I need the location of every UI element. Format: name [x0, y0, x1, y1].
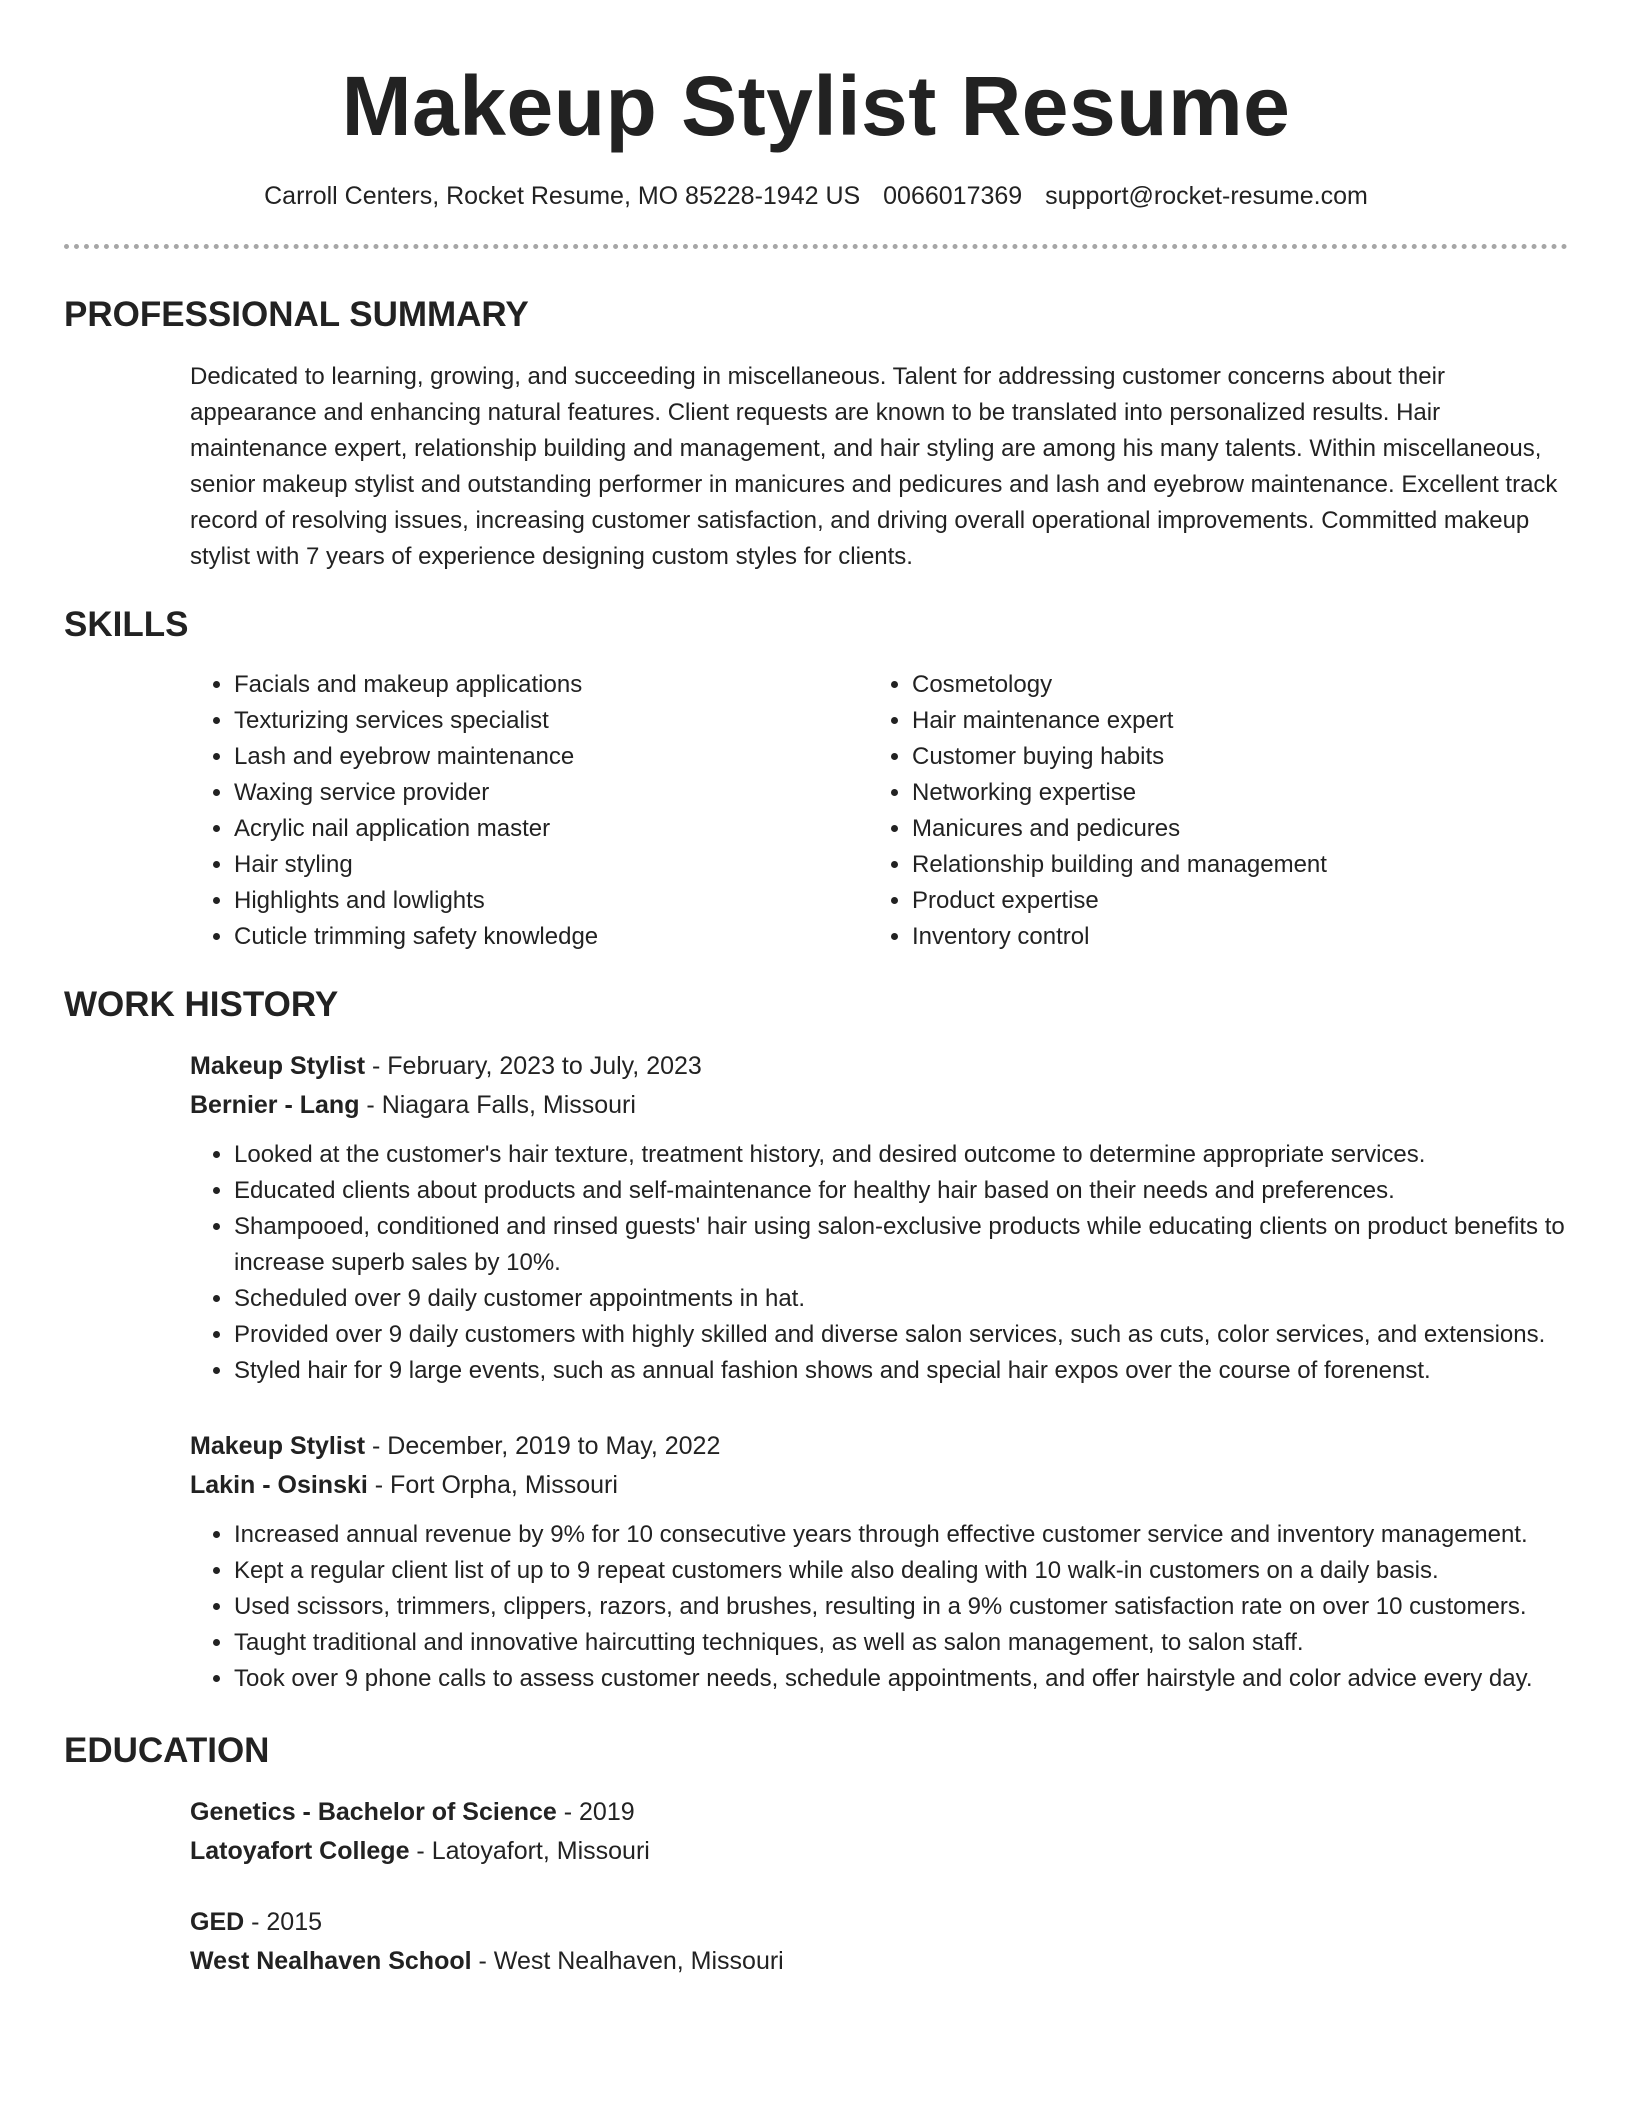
resume-title: Makeup Stylist Resume	[341, 59, 1291, 153]
job-dates: - February, 2023 to July, 2023	[365, 1052, 702, 1080]
job-company-line	[190, 1086, 1568, 1125]
job-entry	[190, 1047, 1568, 1389]
job-bullet: • Scheduled over 9 daily customer appointments in hat.	[234, 1281, 1568, 1317]
job-company-line	[190, 1466, 1568, 1505]
skill-item: • Lash and eyebrow maintenance	[234, 739, 868, 775]
skill-item: • Facials and makeup applications	[234, 667, 868, 703]
job-bullet: • Provided over 9 daily customers with highly skilled and diverse salon services, such as cuts, color services, and extensions.	[234, 1317, 1568, 1353]
skill-item: • Customer buying habits	[912, 739, 1546, 775]
skill-item: • Texturizing services specialist	[234, 703, 868, 739]
job-bullet: • Shampooed, conditioned and rinsed guests' hair using salon-exclusive products while educating clients on product benefits to increase superb sales by 10%.	[234, 1209, 1568, 1281]
job-bullets	[64, 1137, 1568, 1389]
job-bullet: • Educated clients about products and self-maintenance for healthy hair based on their needs and preferences.	[234, 1173, 1568, 1209]
job-bullet: • Increased annual revenue by 9% for 10 consecutive years through effective customer service and inventory management.	[234, 1517, 1568, 1553]
education-degree: Genetics - Bachelor of Science	[190, 1798, 557, 1826]
education-school-line	[190, 1832, 1568, 1871]
skills-heading: SKILLS	[64, 605, 189, 644]
skill-item: • Relationship building and management	[912, 847, 1546, 883]
job-title-line	[190, 1047, 1568, 1086]
skill-item: • Waxing service provider	[234, 775, 868, 811]
education-school-line	[190, 1942, 1568, 1981]
education-degree-line	[190, 1793, 1568, 1832]
skill-item: • Manicures and pedicures	[912, 811, 1546, 847]
skills-column-left	[190, 667, 868, 955]
education-location: - Latoyafort, Missouri	[409, 1837, 650, 1865]
skill-item: • Hair maintenance expert	[912, 703, 1546, 739]
skill-item: • Product expertise	[912, 883, 1546, 919]
job-company: Lakin - Osinski	[190, 1471, 368, 1499]
skill-item: • Networking expertise	[912, 775, 1546, 811]
header-divider	[64, 244, 1568, 249]
education-location: - West Nealhaven, Missouri	[471, 1947, 784, 1975]
job-bullet: • Looked at the customer's hair texture, treatment history, and desired outcome to determine appropriate services.	[234, 1137, 1568, 1173]
skill-item: • Cosmetology	[912, 667, 1546, 703]
resume-page	[64, 0, 1568, 1981]
job-location: - Fort Orpha, Missouri	[367, 1471, 618, 1499]
skills-column-right	[868, 667, 1546, 955]
job-bullet: • Took over 9 phone calls to assess customer needs, schedule appointments, and offer hairstyle and color advice every day.	[234, 1661, 1568, 1697]
education-school: Latoyafort College	[190, 1837, 410, 1865]
job-dates: - December, 2019 to May, 2022	[365, 1432, 721, 1460]
job-bullet: • Styled hair for 9 large events, such as annual fashion shows and special hair expos over the course of forenenst.	[234, 1353, 1568, 1389]
contact-email: support@rocket-resume.com	[1045, 182, 1368, 210]
skill-item: • Highlights and lowlights	[234, 883, 868, 919]
job-company: Bernier - Lang	[190, 1091, 360, 1119]
job-role: Makeup Stylist	[190, 1052, 366, 1080]
job-bullet: • Taught traditional and innovative haircutting techniques, as well as salon management, to salon staff.	[234, 1625, 1568, 1661]
skill-item: • Hair styling	[234, 847, 868, 883]
education-year: - 2019	[556, 1798, 635, 1826]
skill-item: • Acrylic nail application master	[234, 811, 868, 847]
education-degree: GED	[190, 1908, 245, 1936]
summary-heading: PROFESSIONAL SUMMARY	[64, 295, 529, 334]
summary-text: Dedicated to learning, growing, and succeeding in miscellaneous. Talent for addressing customer concerns about their appearance and enhancing natural features. Client requests are known to be translated into personalized results. Hair maintenance expert, relationship building and management, and hair styling are among his many talents. Within miscellaneous, senior makeup stylist and outstanding performer in manicures and pedicures and lash and eyebrow maintenance. Excellent track record of resolving issues, increasing customer satisfaction, and driving overall operational improvements. Committed makeup stylist with 7 years of experience designing custom styles for clients.	[190, 363, 1558, 570]
education-degree-line	[190, 1903, 1568, 1942]
skill-item: • Inventory control	[912, 919, 1546, 955]
job-location: - Niagara Falls, Missouri	[359, 1091, 636, 1119]
contact-phone: 0066017369	[883, 182, 1023, 210]
contact-line	[64, 180, 1568, 212]
job-bullet: • Kept a regular client list of up to 9 repeat customers while also dealing with 10 walk-in customers on a daily basis.	[234, 1553, 1568, 1589]
skills-list	[190, 667, 1568, 955]
job-title-line	[190, 1427, 1568, 1466]
job-bullet: • Used scissors, trimmers, clippers, razors, and brushes, resulting in a 9% customer satisfaction rate on over 10 customers.	[234, 1589, 1568, 1625]
education-entry	[190, 1793, 1568, 1871]
skill-item: • Cuticle trimming safety knowledge	[234, 919, 868, 955]
contact-address: Carroll Centers, Rocket Resume, MO 85228-1942 US	[264, 182, 861, 210]
education-year: - 2015	[244, 1908, 323, 1936]
job-bullets	[64, 1517, 1568, 1697]
education-heading: EDUCATION	[64, 1731, 270, 1770]
job-role: Makeup Stylist	[190, 1432, 366, 1460]
job-entry	[190, 1427, 1568, 1697]
education-entry	[190, 1903, 1568, 1981]
education-school: West Nealhaven School	[190, 1947, 472, 1975]
work-history-heading: WORK HISTORY	[64, 985, 339, 1024]
